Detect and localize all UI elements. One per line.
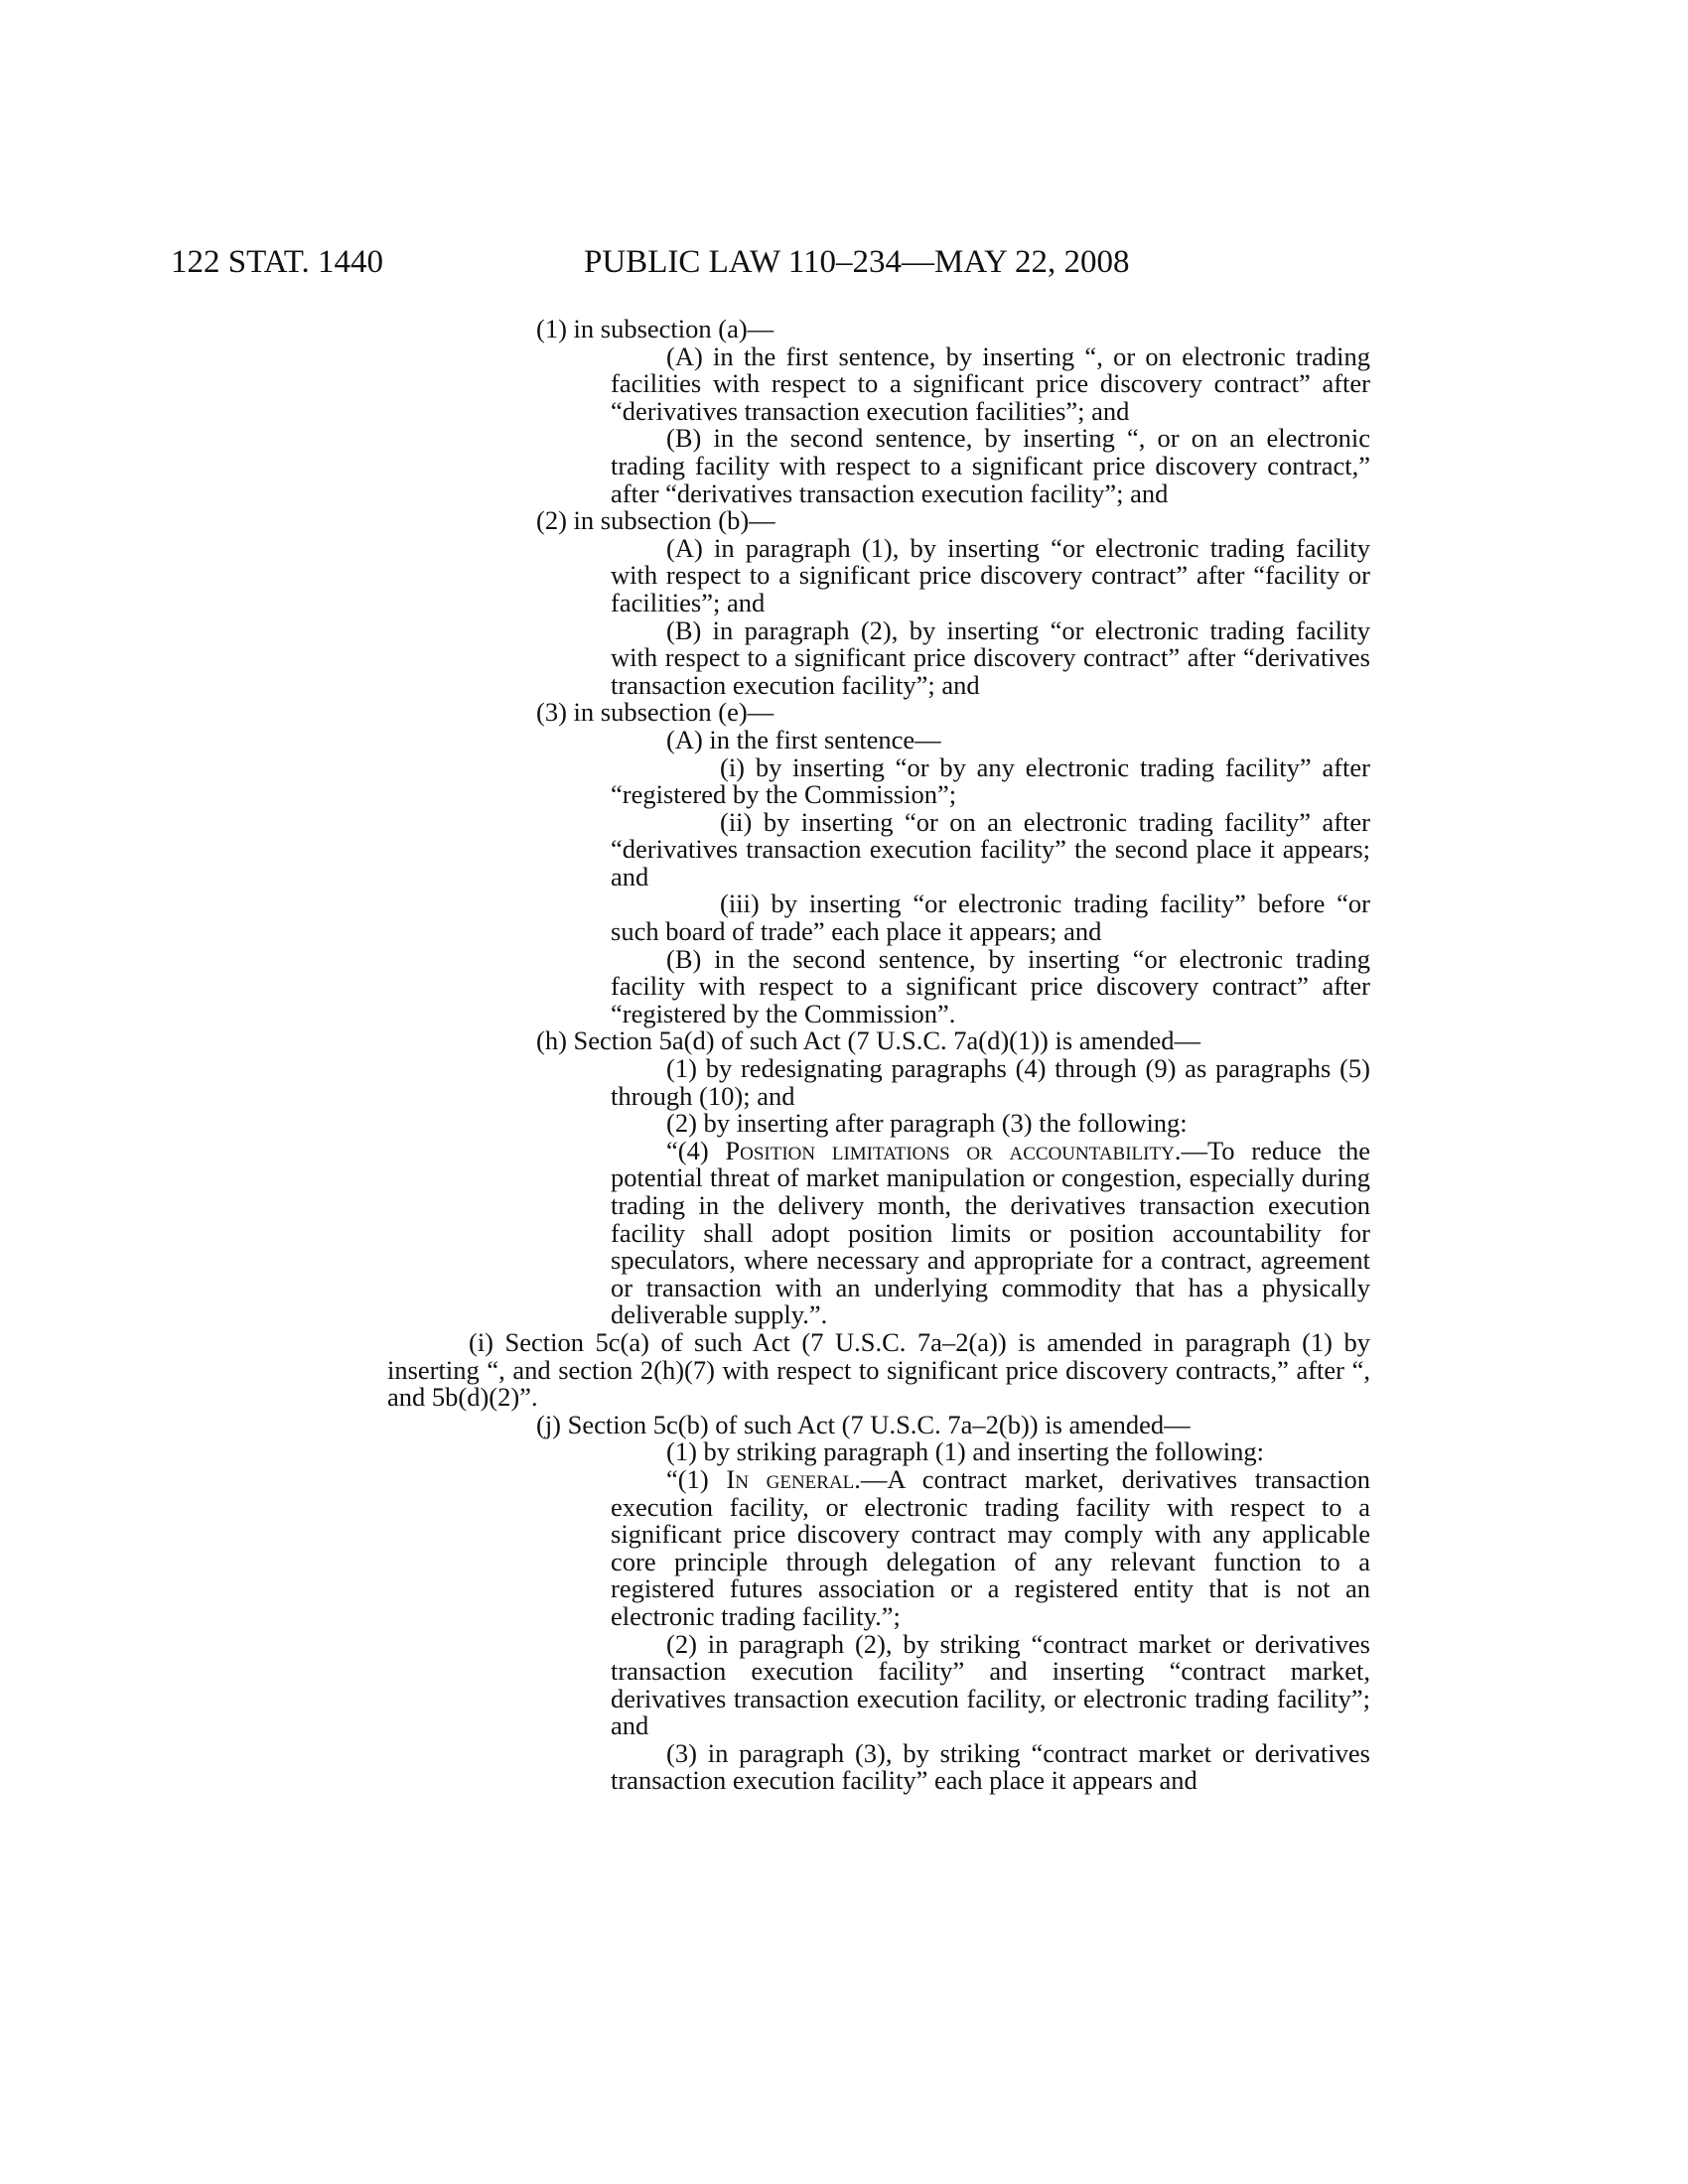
paragraph-2-a: (A) in paragraph (1), by inserting “or electronic trading facility with respect to a significant price discovery contract” after “facility or facilities”; and <box>611 532 1370 617</box>
document-body <box>387 314 1370 1796</box>
subsection-j-2: (2) in paragraph (2), by striking “contract market or derivatives transaction execution facility” and inserting “contract market, derivatives transaction execution facility, or electronic trading facility”; and <box>611 1628 1370 1741</box>
paragraph-3: (3) in subsection (e)— <box>536 697 774 728</box>
quote-heading: “(1) In general.— <box>666 1463 888 1494</box>
paragraph-3-a-iii: (iii) by inserting “or electronic trading facility” before “or such board of trade” each place it appears; and <box>611 888 1370 947</box>
paragraph-1-b: (B) in the second sentence, by inserting “, or on an electronic trading facility with respect to a significant price discovery contract,” after “derivatives transaction execution facility”; and <box>611 423 1370 508</box>
page-header <box>0 242 1688 282</box>
paragraph-2-b: (B) in paragraph (2), by inserting “or electronic trading facility with respect to a significant price discovery contract” after “derivatives transaction execution facility”; and <box>611 614 1370 700</box>
quote-heading: “(4) Position limitations or accountability.— <box>666 1135 1207 1165</box>
subsection-h-quote-4 <box>496 1135 1370 1330</box>
subsection-h: (h) Section 5a(d) of such Act (7 U.S.C. 7a(d)(1)) is amended— <box>536 1025 1200 1056</box>
subsection-h-1: (1) by redesignating paragraphs (4) through (9) as paragraphs (5) through (10); and <box>611 1053 1370 1111</box>
quote-body: A contract market, derivatives transaction execution facility, or electronic trading facility with respect to a significant price discovery contract may comply with any applicable core principle through delegation of any relevant function to a registered futures association or a registered entity that is not an electronic trading facility.”; <box>611 1463 1370 1631</box>
paragraph-3-b: (B) in the second sentence, by inserting “or electronic trading facility with respect to a significant price discovery contract” after “registered by the Commission”. <box>611 943 1370 1028</box>
quote-body: To reduce the potential threat of market manipulation or congestion, especially during trading in the delivery month, the derivatives transaction execution facility shall adopt position limits or position accountability for speculators, where necessary and appropriate for a contract, agreement or transaction with an underlying commodity that has a physically deliverable supply.”. <box>611 1135 1370 1330</box>
paragraph-2: (2) in subsection (b)— <box>536 505 775 536</box>
paragraph-1: (1) in subsection (a)— <box>536 314 774 343</box>
subsection-j-1: (1) by striking paragraph (1) and inserting the following: <box>666 1436 1264 1467</box>
subsection-i: (i) Section 5c(a) of such Act (7 U.S.C. 7a–2(a)) is amended in paragraph (1) by inserting “, and section 2(h)(7) with respect to significant price discovery contracts,” after “, and 5b(d)(2)”. <box>387 1326 1370 1413</box>
subsection-h-2: (2) by inserting after paragraph (3) the following: <box>666 1108 1188 1139</box>
paragraph-3-a-ii: (ii) by inserting “or on an electronic trading facility” after “derivatives transaction execution facility” the second place it appears; and <box>611 806 1370 891</box>
page-title: PUBLIC LAW 110–234—MAY 22, 2008 <box>584 244 1130 280</box>
paragraph-3-a: (A) in the first sentence— <box>666 724 941 754</box>
subsection-j: (j) Section 5c(b) of such Act (7 U.S.C. 7a–2(b)) is amended— <box>536 1409 1191 1439</box>
paragraph-1-a: (A) in the first sentence, by inserting “, or on electronic trading facilities with respect to a significant price discovery contract” after “derivatives transaction execution facilities”; and <box>611 341 1370 426</box>
subsection-j-3: (3) in paragraph (3), by striking “contract market or derivatives transaction execution facility” each place it appears and <box>611 1737 1370 1796</box>
subsection-j-quote-1 <box>496 1463 1370 1631</box>
statute-reference: 122 STAT. 1440 <box>171 244 384 280</box>
paragraph-3-a-i: (i) by inserting “or by any electronic trading facility” after “registered by the Commission”; <box>611 751 1370 810</box>
